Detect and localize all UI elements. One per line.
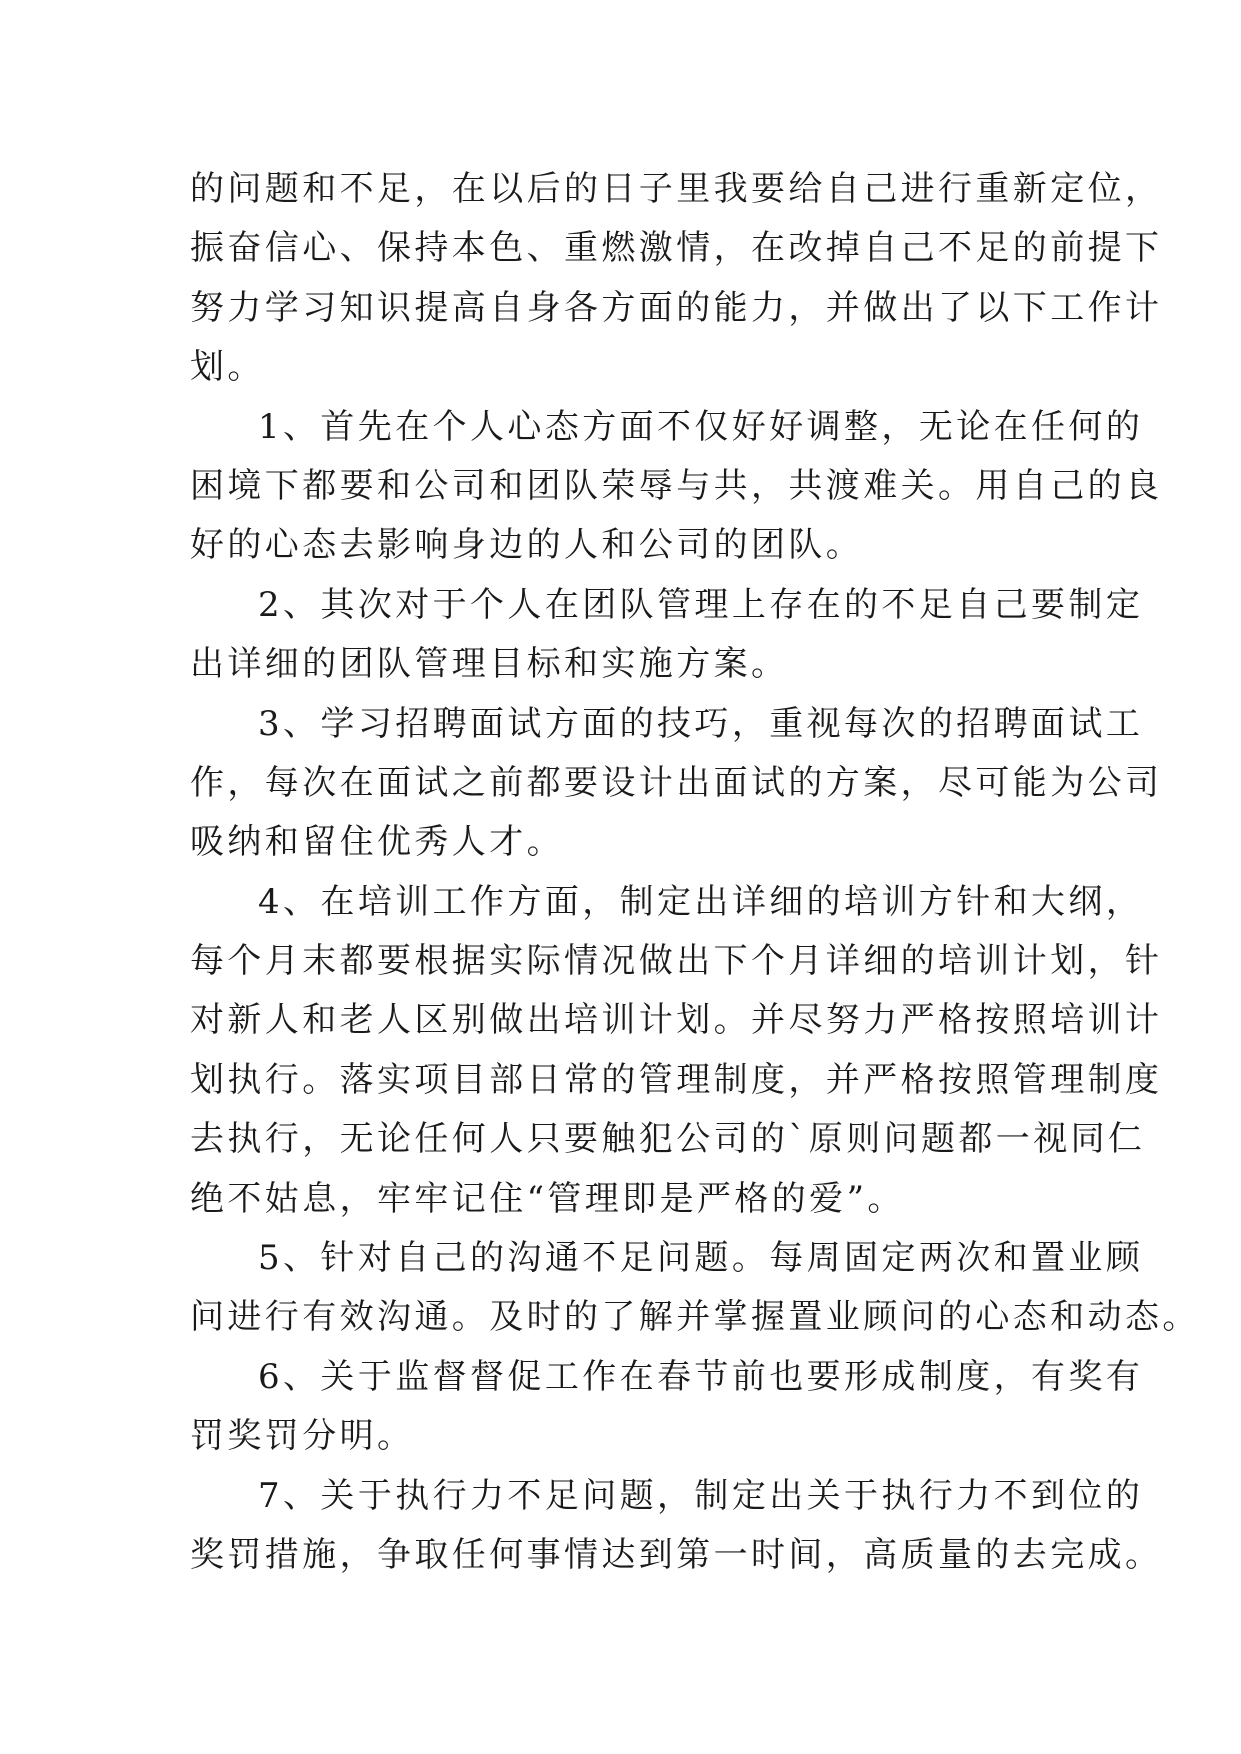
text-line: 4、在培训工作方面，制定出详细的培训方针和大纲，: [258, 881, 1144, 922]
paragraph-item-7: [190, 1467, 1163, 1586]
text-line: 6、关于监督督促工作在春节前也要形成制度，有奖有: [258, 1356, 1144, 1397]
text-line: 努力学习知识提高自身各方面的能力，并做出了以下工作计: [190, 287, 1163, 328]
text-line: 对新人和老人区别做出培训计划。并尽努力严格按照培训计: [190, 1000, 1163, 1041]
text-line: 划。: [190, 347, 265, 388]
text-line: 的问题和不足，在以后的日子里我要给自己进行重新定位，: [190, 169, 1163, 209]
text-line: 作，每次在面试之前都要设计出面试的方案，尽可能为公司: [190, 762, 1163, 803]
paragraph-item-3: [190, 695, 1163, 873]
paragraph-item-5: [190, 1229, 1200, 1348]
text-line: 7、关于执行力不足问题，制定出关于执行力不到位的: [258, 1475, 1144, 1516]
text-line: 好的心态去影响身边的人和公司的团队。: [190, 525, 864, 566]
paragraph-intro: [190, 160, 1163, 398]
paragraph-item-2: [190, 576, 1144, 695]
text-line: 去执行，无论任何人只要触犯公司的`原则问题都一视同仁: [190, 1119, 1146, 1160]
text-line: 困境下都要和公司和团队荣辱与共，共渡难关。用自己的良: [190, 465, 1163, 506]
text-line: 2、其次对于个人在团队管理上存在的不足自己要制定: [258, 584, 1144, 625]
paragraph-item-1: [190, 398, 1163, 576]
text-line: 吸纳和留住优秀人才。: [190, 822, 564, 863]
text-line: 奖罚措施，争取任何事情达到第一时间，高质量的去完成。: [190, 1534, 1163, 1575]
text-line: 5、针对自己的沟通不足问题。每周固定两次和置业顾: [258, 1238, 1144, 1279]
text-line: 问进行有效沟通。及时的了解并掌握置业顾问的心态和动态。: [190, 1297, 1200, 1338]
body-text: [190, 160, 1200, 1585]
text-line: 划执行。落实项目部日常的管理制度，并严格按照管理制度: [190, 1059, 1163, 1100]
paragraph-item-6: [190, 1348, 1144, 1467]
paragraph-item-4: [190, 873, 1163, 1229]
text-line: 绝不姑息，牢牢记住“管理即是严格的爱”。: [190, 1178, 905, 1219]
text-line: 出详细的团队管理目标和实施方案。: [190, 644, 789, 685]
text-line: 1、首先在个人心态方面不仅好好调整，无论在任何的: [258, 406, 1144, 447]
text-line: 振奋信心、保持本色、重燃激情，在改掉自己不足的前提下: [190, 228, 1163, 269]
text-line: 3、学习招聘面试方面的技巧，重视每次的招聘面试工: [258, 703, 1144, 744]
text-line: 罚奖罚分明。: [190, 1416, 415, 1457]
text-line: 每个月末都要根据实际情况做出下个月详细的培训计划，针: [190, 941, 1163, 982]
